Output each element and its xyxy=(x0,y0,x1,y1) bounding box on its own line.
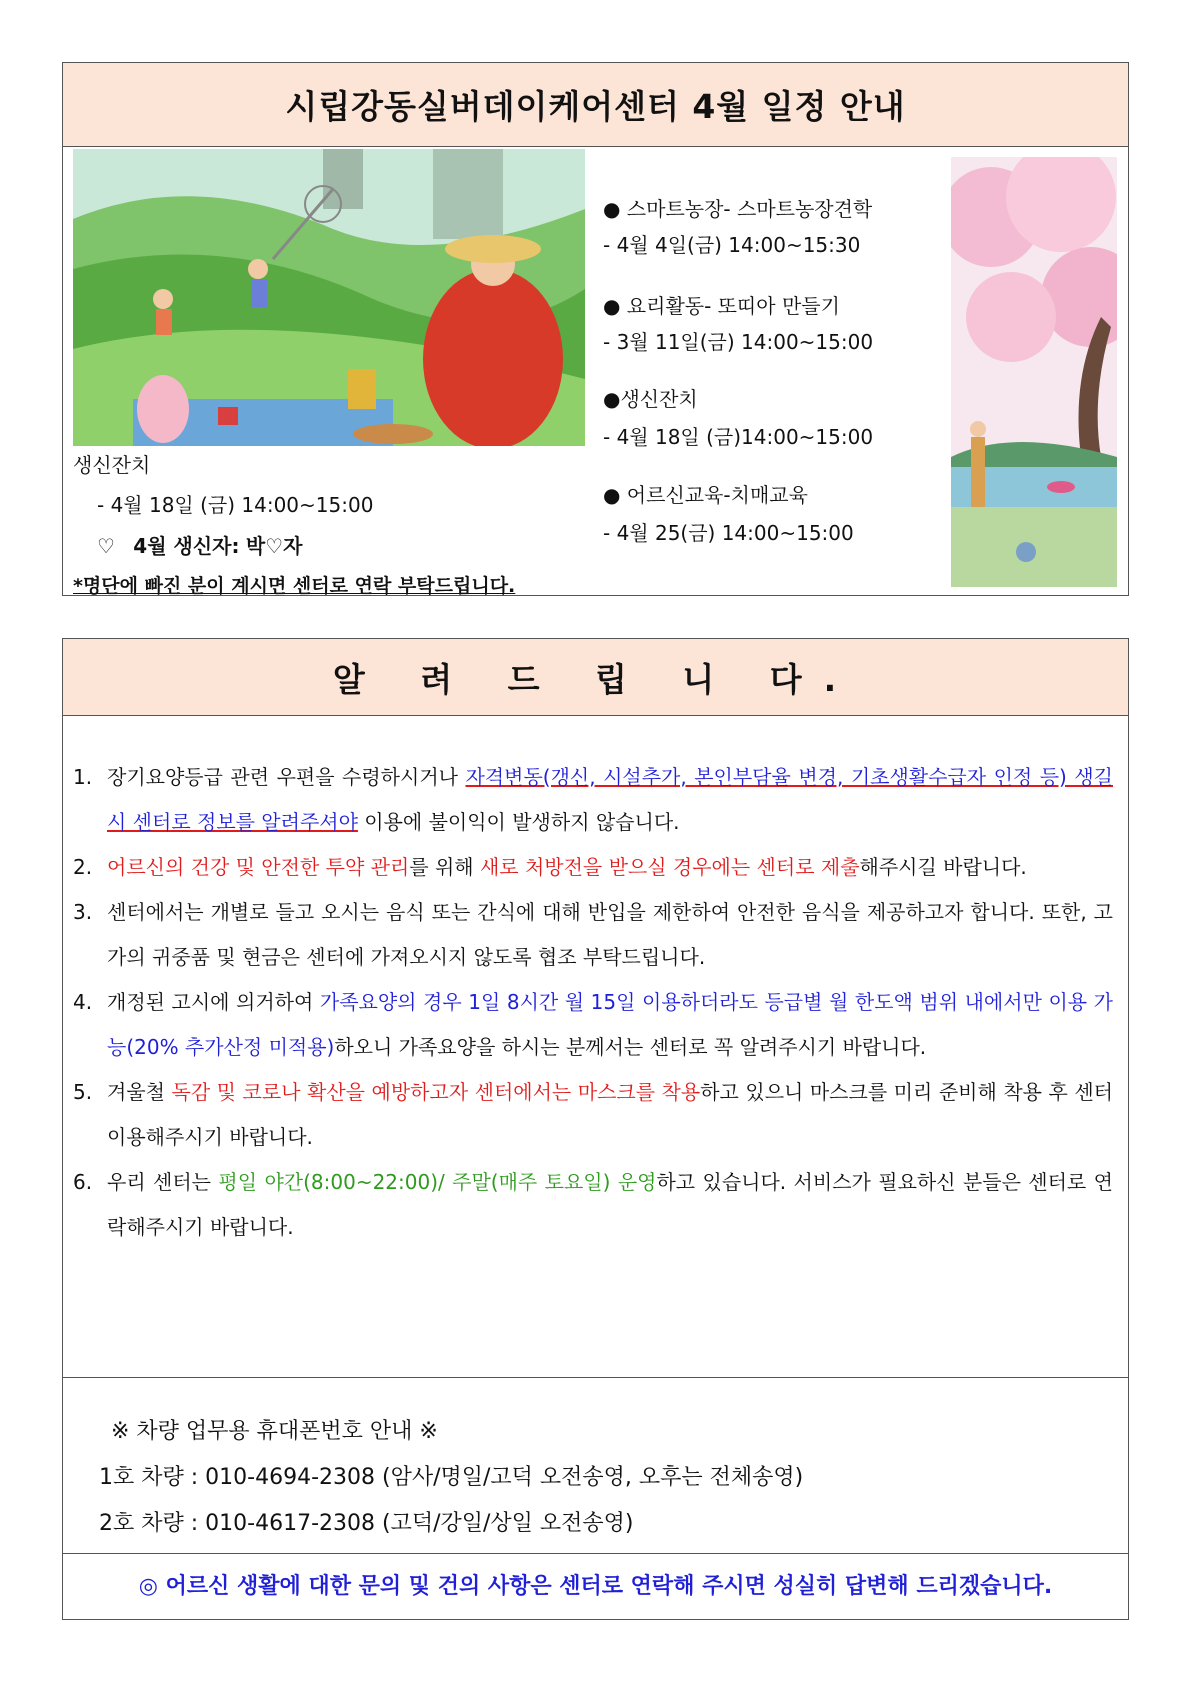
divider xyxy=(63,1553,1128,1554)
notice-item xyxy=(73,845,1113,890)
item-number: 5. xyxy=(73,1080,93,1104)
item-highlight: 자격변동(갱신, 시설추가, 본인부담율 변경, 기초생활수급자 인정 등) 생길 시 센터로 정보를 알려주셔야 xyxy=(107,765,1113,834)
notice-item xyxy=(73,980,1113,1070)
event-time: - 4월 25(금) 14:00~15:00 xyxy=(603,521,854,545)
notice-box xyxy=(62,638,1129,1620)
item-text: 를 위해 xyxy=(409,855,480,879)
celebrant-name: 박♡자 xyxy=(245,534,303,558)
notice-item xyxy=(73,755,1113,845)
notice-title-bar xyxy=(63,639,1128,716)
item-highlight: 독감 및 코로나 확산을 예방하고자 센터에서는 마스크를 착용 xyxy=(171,1080,701,1104)
item-number: 2. xyxy=(73,855,93,879)
notice-item xyxy=(73,1160,1113,1250)
item-highlight: 가족요양의 경우 1일 8시간 월 15일 이용하더라도 등급별 월 한도액 범위 내에서만 이용 가능(20% 추가산정 미적용) xyxy=(107,990,1113,1059)
event-time: - 4월 18일 (금)14:00~15:00 xyxy=(603,425,874,449)
item-text: 하오니 가족요양을 하시는 분께서는 센터로 꼭 알려주시기 바랍니다. xyxy=(334,1035,927,1059)
event-time: - 4월 4일(금) 14:00~15:30 xyxy=(603,233,861,257)
notice-list xyxy=(73,755,1113,1250)
item-text: 해주시길 바랍니다. xyxy=(859,855,1027,879)
item-text: 이용에 불이익이 발생하지 않습니다. xyxy=(357,810,680,834)
contact-footer: ◎ 어르신 생활에 대한 문의 및 건의 사항은 센터로 연락해 주시면 성실히 답변해 드리겠습니다. xyxy=(138,1574,1053,1599)
item-highlight: 어르신의 건강 및 안전한 투약 관리 xyxy=(107,855,410,879)
event-title: ● 스마트농장- 스마트농장견학 xyxy=(603,197,873,221)
event-title: ● 어르신교육-치매교육 xyxy=(603,483,808,507)
item-number: 3. xyxy=(73,900,93,924)
vehicle-heading: ※ 차량 업무용 휴대폰번호 안내 ※ xyxy=(111,1419,438,1444)
item-number: 6. xyxy=(73,1170,93,1194)
item-number: 4. xyxy=(73,990,93,1014)
item-text: 센터에서는 개별로 들고 오시는 음식 또는 간식에 대해 반입을 제한하여 안전한 음식을 제공하고자 합니다. 또한, 고가의 귀중품 및 현금은 센터에 가져오시지 않도록 협조 부탁드립니다. xyxy=(107,900,1113,969)
notice-title: 알 려 드 립 니 다. xyxy=(332,659,859,699)
vehicle-1: 1호 차량 : 010-4694-2308 (암사/명일/고덕 오전송영, 오후는 전체송영) xyxy=(99,1465,804,1490)
birthday-heading: 생신잔치 xyxy=(73,453,151,477)
celebrant-label: 4월 생신자: xyxy=(133,534,240,558)
item-text: 하고 있습니다. 서비스가 필요하신 분들은 센터로 연락해주시기 바랍니다. xyxy=(107,1170,1113,1239)
schedule-title-bar xyxy=(63,63,1128,147)
heart-icon: ♡ xyxy=(97,534,115,558)
item-highlight: 새로 처방전을 받으실 경우에는 센터로 제출 xyxy=(479,855,860,879)
event-title: ● 요리활동- 또띠아 만들기 xyxy=(603,294,840,318)
notice-item xyxy=(73,890,1113,980)
vehicle-phones xyxy=(99,1409,803,1547)
item-text: 우리 센터는 xyxy=(107,1170,219,1194)
item-highlight: 평일 야간(8:00~22:00)/ 주말(매주 토요일) 운영 xyxy=(218,1170,657,1194)
birthday-note: *명단에 빠진 분이 계시면 센터로 연락 부탁드립니다. xyxy=(73,575,516,597)
item-text: 개정된 고시에 의거하여 xyxy=(107,990,320,1014)
item-text: 겨울철 xyxy=(107,1080,172,1104)
notice-item xyxy=(73,1070,1113,1160)
birthday-date: - 4월 18일 (금) 14:00~15:00 xyxy=(97,493,374,517)
vehicle-2: 2호 차량 : 010-4617-2308 (고덕/강일/상일 오전송영) xyxy=(99,1511,634,1536)
schedule-box xyxy=(62,62,1129,596)
page-title: 시립강동실버데이케어센터 4월 일정 안내 xyxy=(285,87,906,126)
cherry-blossom-illustration xyxy=(951,157,1117,587)
item-text: 하고 있으니 마스크를 미리 준비해 착용 후 센터 이용해주시기 바랍니다. xyxy=(107,1080,1113,1149)
item-number: 1. xyxy=(73,765,93,789)
birthday-celebrant xyxy=(97,530,302,559)
event-title: ●생신잔치 xyxy=(603,387,698,411)
picnic-illustration xyxy=(73,149,585,446)
event-time: - 3월 11일(금) 14:00~15:00 xyxy=(603,330,874,354)
divider xyxy=(63,1377,1128,1378)
item-text: 장기요양등급 관련 우편을 수령하시거나 xyxy=(107,765,466,789)
